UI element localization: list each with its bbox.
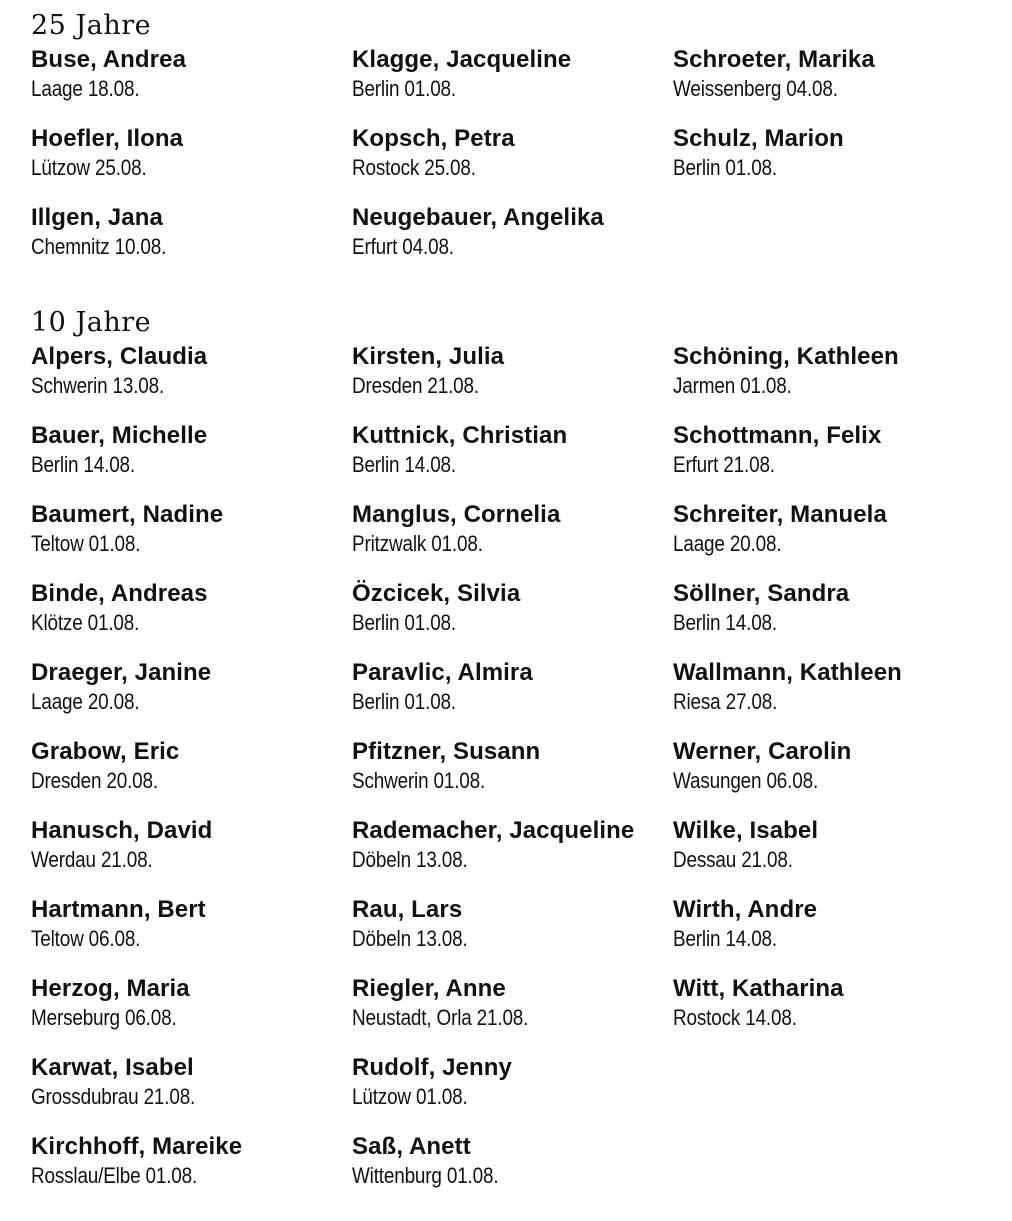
location-date: Klötze 01.08. [31,610,140,635]
list-item [352,124,673,203]
location-date: Schwerin 01.08. [352,768,486,793]
location-date: Jarmen 01.08. [673,373,792,398]
list-item [673,974,991,1053]
list-item [31,1053,352,1132]
location-date: Laage 20.08. [31,689,140,714]
location-date: Berlin 01.08. [352,610,457,635]
person-name: Hoefler, Ilona [31,125,184,152]
list-item [673,45,991,124]
location-date: Rostock 14.08. [673,1005,797,1030]
person-name: Manglus, Cornelia [352,501,561,528]
entries-grid [31,342,991,1211]
location-date: Neustadt, Orla 21.08. [352,1005,529,1030]
person-name: Bauer, Michelle [31,422,208,449]
entries-column [31,342,352,1211]
list-item [31,203,352,282]
location-date: Teltow 01.08. [31,531,141,556]
location-date: Laage 20.08. [673,531,782,556]
person-name: Hanusch, David [31,817,213,844]
section-10-jahre [31,308,991,1211]
person-name: Draeger, Janine [31,659,212,686]
list-item [352,500,673,579]
person-name: Söllner, Sandra [673,580,850,607]
location-date: Dresden 21.08. [352,373,479,398]
list-item [352,203,673,282]
list-item [31,974,352,1053]
entries-column [673,342,991,1211]
person-name: Rudolf, Jenny [352,1054,512,1081]
location-date: Wasungen 06.08. [673,768,819,793]
location-date: Döbeln 13.08. [352,926,468,951]
location-date: Erfurt 21.08. [673,452,775,477]
person-name: Kopsch, Petra [352,125,515,152]
list-item [352,658,673,737]
person-name: Saß, Anett [352,1133,471,1160]
person-name: Baumert, Nadine [31,501,224,528]
list-item [673,124,991,203]
location-date: Grossdubrau 21.08. [31,1084,196,1109]
location-date: Dresden 20.08. [31,768,158,793]
location-date: Rostock 25.08. [352,155,476,180]
list-item [352,579,673,658]
list-item [31,45,352,124]
section-25-jahre [31,11,991,282]
list-item [673,737,991,816]
list-item [352,421,673,500]
person-name: Schreiter, Manuela [673,501,887,528]
person-name: Grabow, Eric [31,738,180,765]
person-name: Riegler, Anne [352,975,506,1002]
location-date: Berlin 01.08. [352,76,457,101]
person-name: Witt, Katharina [673,975,844,1002]
location-date: Teltow 06.08. [31,926,141,951]
entries-column [352,342,673,1211]
list-item [673,658,991,737]
list-item [352,974,673,1053]
entries-column [673,45,991,282]
person-name: Wirth, Andre [673,896,818,923]
list-item [31,124,352,203]
entries-column [31,45,352,282]
location-date: Berlin 14.08. [673,610,778,635]
person-name: Özcicek, Silvia [352,580,521,607]
list-item [673,342,991,421]
person-name: Illgen, Jana [31,204,163,231]
entries-grid [31,45,991,282]
person-name: Schulz, Marion [673,125,844,152]
list-item [31,500,352,579]
person-name: Kirchhoff, Mareike [31,1133,243,1160]
location-date: Berlin 14.08. [673,926,778,951]
person-name: Wallmann, Kathleen [673,659,902,686]
person-name: Alpers, Claudia [31,343,208,370]
location-date: Erfurt 04.08. [352,234,454,259]
person-name: Schöning, Kathleen [673,343,899,370]
location-date: Chemnitz 10.08. [31,234,167,259]
location-date: Berlin 01.08. [673,155,778,180]
person-name: Paravlic, Almira [352,659,533,686]
list-item [31,658,352,737]
person-name: Herzog, Maria [31,975,190,1002]
list-item [352,1053,673,1132]
person-name: Kirsten, Julia [352,343,505,370]
person-name: Binde, Andreas [31,580,208,607]
person-name: Klagge, Jacqueline [352,46,572,73]
list-item [31,421,352,500]
list-item [352,342,673,421]
person-name: Werner, Carolin [673,738,852,765]
list-item [31,737,352,816]
location-date: Wittenburg 01.08. [352,1163,499,1188]
person-name: Schroeter, Marika [673,46,875,73]
person-name: Rademacher, Jacqueline [352,817,635,844]
list-item [673,895,991,974]
location-date: Berlin 01.08. [352,689,457,714]
person-name: Rau, Lars [352,896,463,923]
location-date: Rosslau/Elbe 01.08. [31,1163,198,1188]
location-date: Schwerin 13.08. [31,373,165,398]
list-item [673,816,991,895]
list-item [673,579,991,658]
section-title: 25 Jahre [31,10,152,41]
location-date: Werdau 21.08. [31,847,153,872]
location-date: Berlin 14.08. [31,452,136,477]
person-name: Buse, Andrea [31,46,187,73]
list-item [352,895,673,974]
location-date: Pritzwalk 01.08. [352,531,483,556]
section-title: 10 Jahre [31,307,152,338]
person-name: Karwat, Isabel [31,1054,194,1081]
list-item [31,816,352,895]
location-date: Dessau 21.08. [673,847,793,872]
list-item [352,816,673,895]
list-item [31,342,352,421]
list-item [673,500,991,579]
person-name: Hartmann, Bert [31,896,206,923]
location-date: Döbeln 13.08. [352,847,468,872]
list-item [31,1132,352,1211]
person-name: Schottmann, Felix [673,422,882,449]
entries-column [352,45,673,282]
location-date: Lützow 01.08. [352,1084,468,1109]
location-date: Riesa 27.08. [673,689,778,714]
location-date: Laage 18.08. [31,76,140,101]
person-name: Kuttnick, Christian [352,422,568,449]
list-item [352,1132,673,1211]
person-name: Neugebauer, Angelika [352,204,604,231]
person-name: Wilke, Isabel [673,817,819,844]
list-item [31,895,352,974]
location-date: Weissenberg 04.08. [673,76,838,101]
list-item [673,421,991,500]
location-date: Merseburg 06.08. [31,1005,177,1030]
location-date: Lützow 25.08. [31,155,147,180]
person-name: Pfitzner, Susann [352,738,541,765]
list-item [352,45,673,124]
location-date: Berlin 14.08. [352,452,457,477]
list-item [352,737,673,816]
list-item [31,579,352,658]
